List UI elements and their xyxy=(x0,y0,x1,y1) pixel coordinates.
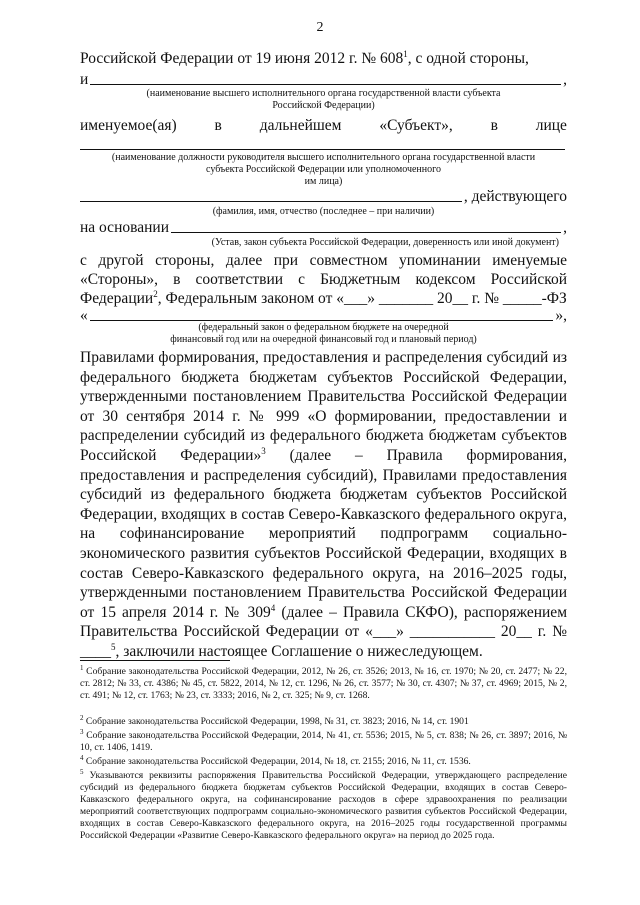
page-number: 2 xyxy=(316,20,324,35)
intro-line-2-end: , xyxy=(563,71,567,88)
other-word: с xyxy=(80,252,87,269)
other-word: упоминании xyxy=(399,252,481,269)
position-blank xyxy=(80,149,565,150)
caption-position-b: субъекта Российской Федерации или уполномоченного xyxy=(206,164,441,175)
quote-open: « xyxy=(80,307,88,324)
named-word: в xyxy=(490,117,498,134)
caption-subject-authority xyxy=(80,88,567,112)
intro-line-1-end: , с одной стороны, xyxy=(407,50,529,67)
parties-word: «Стороны», xyxy=(80,271,159,288)
footnote-number: 3 xyxy=(80,727,84,736)
other-word: другой xyxy=(98,252,144,269)
caption-position-c: им лица) xyxy=(304,176,343,187)
named-as-line xyxy=(80,117,567,135)
main-paragraph-part-2: (далее – Правила формирования, предоставления и распределения субсидий), Правилами предоставления субсидий из федерального бюджета бюджетам субъектов Российской Федерации, входящих в состав Северо-Кавказского федерального округа, на софинансирование мероприятий подпрограмм социально-экономического развития субъектов Российской Федерации, входящих в состав Северо-Кавказского федерального округа, на 2016–2025 годы, утвержденными постановлением Правительства Российской Федерации от 15 апреля 2014 г. № 309 xyxy=(80,446,567,621)
parties-word: Российской xyxy=(490,271,567,288)
named-word: лице xyxy=(535,117,567,134)
acting-line xyxy=(80,188,567,206)
parties-word: Бюджетным xyxy=(320,271,401,288)
footnote-number: 5 xyxy=(80,767,84,776)
basis-text: на основании xyxy=(80,219,169,236)
footnote-text: Указываются реквизиты распоряжения Правительства Российской Федерации, утверждающего распределение субсидий из федерального бюджета бюджетам субъектов Российской Федерации, входящих в состав Северо-Кавказского федерального округа, на софинансирование расходов в сфере здравоохранения по реализации мероприятий соответствующих подпрограмм социально-экономического развития субъектов Российской Федерации, входящих в состав Северо-Кавказского федерального округа, на 2016–2025 годы государственной программы Российской Федерации «Развитие Северо-Кавказского федерального округа» на период до 2025 года. xyxy=(80,770,567,841)
caption-full-name: (фамилия, имя, отчество (последнее – при наличии) xyxy=(212,206,435,217)
caption-position-a: (наименование должности руководителя высшего исполнительного органа государственной власти xyxy=(111,152,536,163)
footnote-ref-5: 5 xyxy=(111,641,116,652)
intro-line-1-text: Российской Федерации от 19 июня 2012 г. № 608 xyxy=(80,50,404,67)
caption-basis: (Устав, закон субъекта Российской Федерации, доверенность или иной документ) xyxy=(211,237,559,248)
named-word: дальнейшем xyxy=(259,117,342,134)
parties-word: соответствии xyxy=(195,271,284,288)
main-paragraph xyxy=(80,348,567,662)
footnote-ref-3: 3 xyxy=(261,445,266,456)
quote-close: », xyxy=(555,307,567,324)
named-word: именуемое(ая) xyxy=(80,117,177,134)
basis-line xyxy=(80,219,567,237)
federal-law-b: , Федеральным законом от «___» _______ 20__ г. № _____-ФЗ xyxy=(157,290,567,307)
caption-budget-law xyxy=(80,322,567,346)
other-word: именуемые xyxy=(492,252,567,269)
intro-line-2 xyxy=(80,71,567,89)
acting-text: , действующего xyxy=(463,188,567,205)
footnote-number: 2 xyxy=(80,713,84,722)
footnote-ref-4: 4 xyxy=(270,602,276,613)
parties-word: с xyxy=(298,271,306,288)
footnote-text: Собрание законодательства Российской Федерации, 1998, № 31, ст. 3823; 2016, № 14, ст. 1901 xyxy=(83,716,469,727)
named-word: «Субъект», xyxy=(379,117,453,134)
footnote-5 xyxy=(80,767,567,842)
basis-blank xyxy=(171,219,561,233)
footnote-3 xyxy=(80,727,567,754)
footnote-ref-2: 2 xyxy=(153,288,158,299)
footnote-text: Собрание законодательства Российской Федерации, 2014, № 18, ст. 2155; 2016, № 11, ст. 1536. xyxy=(83,756,471,767)
caption-position xyxy=(80,152,567,188)
federal-law-line xyxy=(80,290,567,308)
footnote-4 xyxy=(80,753,567,768)
caption-budget-law-a: (федеральный закон о федеральном бюджете на очередной xyxy=(198,322,449,333)
footnote-separator xyxy=(80,660,230,661)
other-word: при xyxy=(273,252,299,269)
caption-subject-authority-b: Российской Федерации) xyxy=(272,100,375,111)
main-paragraph-part-3: (далее – Правила СКФО), распоряжением Правительства Российской Федерации от «___» ___________ 20__ г. № ____ xyxy=(80,603,567,660)
other-word: далее xyxy=(225,252,263,269)
footnote-number: 4 xyxy=(80,753,84,762)
footnote-2 xyxy=(80,713,567,728)
main-paragraph-part-1: Правилами формирования, предоставления и распределения субсидий из федерального бюджета бюджетам субъектов Российской Федерации, утвержденными постановлением Правительства Российской Федерации от 30 сентября 2014 г. № 999 «О формировании, предоставлении и распределении субсидий из федерального бюджета бюджетам субъектов Российской Федерации» xyxy=(80,349,567,464)
caption-subject-authority-a: (наименование высшего исполнительного органа государственной власти субъекта xyxy=(146,88,501,99)
budget-law-blank xyxy=(90,307,554,321)
named-word: в xyxy=(214,117,222,134)
basis-end: , xyxy=(563,219,567,236)
parties-line xyxy=(80,271,567,289)
footnote-text: Собрание законодательства Российской Федерации, 2012, № 26, ст. 3526; 2013, № 16, ст. 1970; № 20, ст. 2477; № 22, ст. 2812; № 33, ст. 4386; № 45, ст. 5822, 2014, № 12, ст. 1296, № 26, ст. 3577; № 30, ст. 4307; № 37, ст. 4969; 2015, № 2, ст. 491; № 12, ст. 1763; № 23, ст. 3333; 2016, № 2, ст. 325; № 9, ст. 1268. xyxy=(80,666,567,701)
federal-law-a: Федерации xyxy=(80,290,154,307)
other-word: стороны, xyxy=(155,252,215,269)
footnote-text: Собрание законодательства Российской Федерации, 2014, № 41, ст. 5536; 2015, № 5, ст. 838; № 26, ст. 3897; 2016, № 10, ст. 1406, 1419. xyxy=(80,730,567,753)
other-side-line xyxy=(80,252,567,270)
footnote-ref-1: 1 xyxy=(403,48,408,59)
full-name-blank xyxy=(80,188,462,202)
caption-budget-law-b: финансовый год или на очередной финансовый год и плановый период) xyxy=(170,334,477,345)
footnote-number: 1 xyxy=(80,663,84,672)
parties-word: кодексом xyxy=(415,271,476,288)
main-paragraph-part-4: , заключили настоящее Соглашение о нижеследующем. xyxy=(115,642,483,660)
intro-line-1 xyxy=(80,50,567,68)
parties-word: в xyxy=(173,271,181,288)
conjunction-and: и xyxy=(80,71,89,88)
subject-authority-blank xyxy=(90,71,561,85)
other-word: совместном xyxy=(309,252,388,269)
footnote-1 xyxy=(80,663,567,702)
